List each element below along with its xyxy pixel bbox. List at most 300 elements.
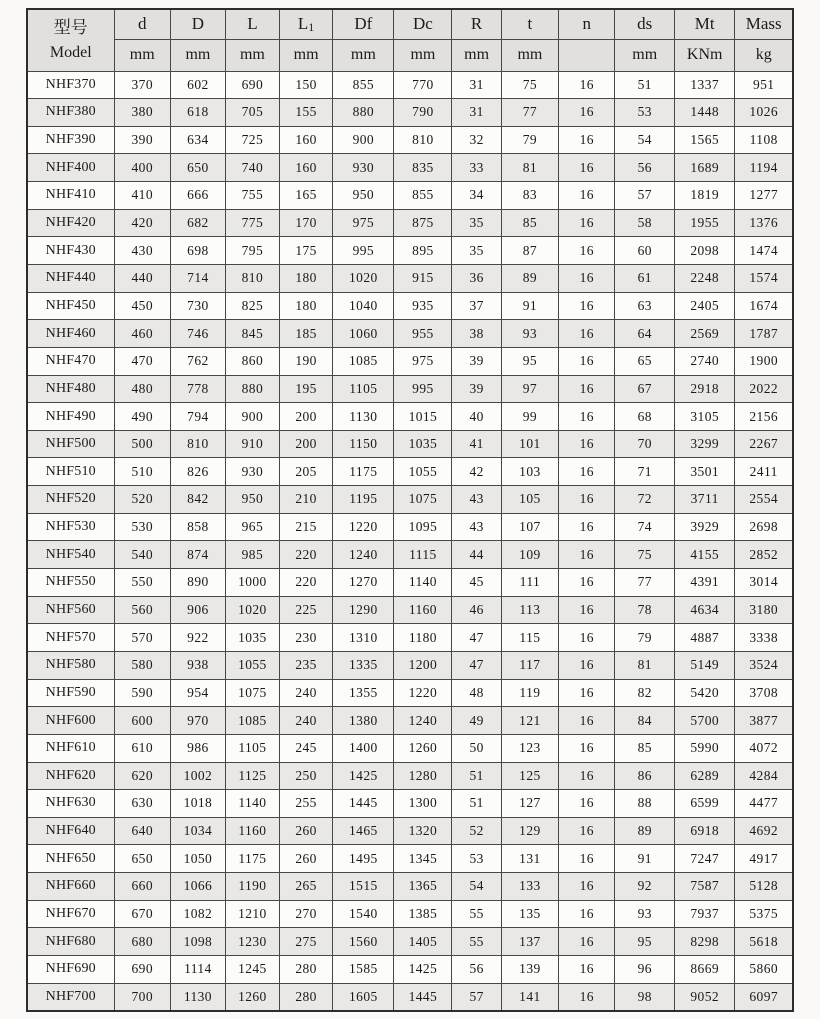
value-cell-Mass: 1026 bbox=[735, 99, 793, 127]
model-cell: NHF650 bbox=[27, 845, 114, 873]
value-cell-n: 16 bbox=[559, 707, 615, 735]
value-cell-L: 1230 bbox=[225, 928, 279, 956]
value-cell-Df: 1060 bbox=[333, 320, 394, 348]
value-cell-n: 16 bbox=[559, 237, 615, 265]
value-cell-d: 680 bbox=[114, 928, 170, 956]
value-cell-R: 38 bbox=[452, 320, 501, 348]
value-cell-Df: 900 bbox=[333, 126, 394, 154]
value-cell-t: 129 bbox=[501, 817, 558, 845]
value-cell-L1: 180 bbox=[279, 264, 332, 292]
value-cell-Mass: 1376 bbox=[735, 209, 793, 237]
value-cell-Df: 1425 bbox=[333, 762, 394, 790]
value-cell-d: 650 bbox=[114, 845, 170, 873]
value-cell-L: 1020 bbox=[225, 596, 279, 624]
value-cell-D: 874 bbox=[170, 541, 225, 569]
value-cell-R: 56 bbox=[452, 956, 501, 984]
value-cell-ds: 71 bbox=[615, 458, 675, 486]
value-cell-L: 810 bbox=[225, 264, 279, 292]
value-cell-n: 16 bbox=[559, 817, 615, 845]
table-row bbox=[27, 264, 793, 292]
value-cell-n: 16 bbox=[559, 264, 615, 292]
value-cell-n: 16 bbox=[559, 513, 615, 541]
value-cell-d: 620 bbox=[114, 762, 170, 790]
value-cell-Mt: 1955 bbox=[675, 209, 735, 237]
value-cell-L: 775 bbox=[225, 209, 279, 237]
value-cell-L: 950 bbox=[225, 486, 279, 514]
model-cell: NHF630 bbox=[27, 790, 114, 818]
value-cell-t: 131 bbox=[501, 845, 558, 873]
value-cell-t: 135 bbox=[501, 900, 558, 928]
value-cell-Df: 1195 bbox=[333, 486, 394, 514]
header-col-n: n bbox=[559, 9, 615, 39]
value-cell-L1: 160 bbox=[279, 154, 332, 182]
value-cell-Df: 1380 bbox=[333, 707, 394, 735]
value-cell-Dc: 1015 bbox=[394, 403, 452, 431]
value-cell-D: 970 bbox=[170, 707, 225, 735]
value-cell-Df: 930 bbox=[333, 154, 394, 182]
value-cell-Mt: 1565 bbox=[675, 126, 735, 154]
value-cell-Dc: 1075 bbox=[394, 486, 452, 514]
value-cell-L: 725 bbox=[225, 126, 279, 154]
value-cell-Df: 1605 bbox=[333, 983, 394, 1011]
value-cell-ds: 77 bbox=[615, 569, 675, 597]
value-cell-ds: 58 bbox=[615, 209, 675, 237]
value-cell-Mass: 3877 bbox=[735, 707, 793, 735]
value-cell-d: 410 bbox=[114, 182, 170, 210]
value-cell-Mt: 3711 bbox=[675, 486, 735, 514]
value-cell-d: 530 bbox=[114, 513, 170, 541]
value-cell-Mt: 4155 bbox=[675, 541, 735, 569]
value-cell-Df: 995 bbox=[333, 237, 394, 265]
value-cell-R: 41 bbox=[452, 430, 501, 458]
value-cell-d: 440 bbox=[114, 264, 170, 292]
value-cell-Mt: 5700 bbox=[675, 707, 735, 735]
value-cell-Dc: 1180 bbox=[394, 624, 452, 652]
value-cell-Mt: 2405 bbox=[675, 292, 735, 320]
value-cell-d: 540 bbox=[114, 541, 170, 569]
value-cell-Df: 1560 bbox=[333, 928, 394, 956]
header-unit-ds: mm bbox=[615, 39, 675, 71]
value-cell-ds: 98 bbox=[615, 983, 675, 1011]
value-cell-Dc: 770 bbox=[394, 71, 452, 99]
value-cell-t: 127 bbox=[501, 790, 558, 818]
value-cell-ds: 57 bbox=[615, 182, 675, 210]
table-row bbox=[27, 182, 793, 210]
value-cell-D: 730 bbox=[170, 292, 225, 320]
value-cell-D: 906 bbox=[170, 596, 225, 624]
value-cell-n: 16 bbox=[559, 679, 615, 707]
value-cell-t: 113 bbox=[501, 596, 558, 624]
value-cell-d: 510 bbox=[114, 458, 170, 486]
model-cell: NHF550 bbox=[27, 569, 114, 597]
value-cell-D: 1130 bbox=[170, 983, 225, 1011]
value-cell-R: 32 bbox=[452, 126, 501, 154]
value-cell-n: 16 bbox=[559, 126, 615, 154]
value-cell-Dc: 1365 bbox=[394, 873, 452, 901]
value-cell-ds: 65 bbox=[615, 347, 675, 375]
table-body bbox=[27, 71, 793, 1011]
value-cell-ds: 56 bbox=[615, 154, 675, 182]
table-row bbox=[27, 486, 793, 514]
table-row bbox=[27, 734, 793, 762]
value-cell-Mass: 6097 bbox=[735, 983, 793, 1011]
header-col-Mt: Mt bbox=[675, 9, 735, 39]
value-cell-Df: 1130 bbox=[333, 403, 394, 431]
value-cell-R: 46 bbox=[452, 596, 501, 624]
value-cell-Mt: 2740 bbox=[675, 347, 735, 375]
value-cell-L1: 280 bbox=[279, 956, 332, 984]
value-cell-D: 634 bbox=[170, 126, 225, 154]
value-cell-n: 16 bbox=[559, 403, 615, 431]
value-cell-n: 16 bbox=[559, 790, 615, 818]
header-col-Mass: Mass bbox=[735, 9, 793, 39]
value-cell-R: 51 bbox=[452, 762, 501, 790]
value-cell-t: 121 bbox=[501, 707, 558, 735]
value-cell-Mass: 951 bbox=[735, 71, 793, 99]
value-cell-L: 1035 bbox=[225, 624, 279, 652]
value-cell-L1: 255 bbox=[279, 790, 332, 818]
model-cell: NHF440 bbox=[27, 264, 114, 292]
value-cell-t: 107 bbox=[501, 513, 558, 541]
value-cell-Mt: 3501 bbox=[675, 458, 735, 486]
model-cell: NHF410 bbox=[27, 182, 114, 210]
value-cell-L: 845 bbox=[225, 320, 279, 348]
value-cell-t: 99 bbox=[501, 403, 558, 431]
value-cell-Mt: 1337 bbox=[675, 71, 735, 99]
table-row bbox=[27, 569, 793, 597]
value-cell-d: 700 bbox=[114, 983, 170, 1011]
value-cell-Df: 1105 bbox=[333, 375, 394, 403]
table-row bbox=[27, 651, 793, 679]
value-cell-D: 746 bbox=[170, 320, 225, 348]
header-col-Dc: Dc bbox=[394, 9, 452, 39]
value-cell-L1: 180 bbox=[279, 292, 332, 320]
value-cell-n: 16 bbox=[559, 99, 615, 127]
value-cell-Mass: 3338 bbox=[735, 624, 793, 652]
value-cell-ds: 60 bbox=[615, 237, 675, 265]
value-cell-Df: 1310 bbox=[333, 624, 394, 652]
value-cell-L1: 260 bbox=[279, 845, 332, 873]
header-model bbox=[27, 9, 114, 71]
value-cell-D: 842 bbox=[170, 486, 225, 514]
value-cell-n: 16 bbox=[559, 486, 615, 514]
value-cell-L: 1085 bbox=[225, 707, 279, 735]
value-cell-L1: 230 bbox=[279, 624, 332, 652]
value-cell-n: 16 bbox=[559, 182, 615, 210]
value-cell-Dc: 855 bbox=[394, 182, 452, 210]
value-cell-Dc: 935 bbox=[394, 292, 452, 320]
value-cell-R: 42 bbox=[452, 458, 501, 486]
value-cell-L: 740 bbox=[225, 154, 279, 182]
value-cell-Mt: 6918 bbox=[675, 817, 735, 845]
model-cell: NHF530 bbox=[27, 513, 114, 541]
table-row bbox=[27, 403, 793, 431]
value-cell-L1: 225 bbox=[279, 596, 332, 624]
value-cell-d: 610 bbox=[114, 734, 170, 762]
model-cell: NHF700 bbox=[27, 983, 114, 1011]
header-unit-L: mm bbox=[225, 39, 279, 71]
value-cell-t: 123 bbox=[501, 734, 558, 762]
value-cell-t: 117 bbox=[501, 651, 558, 679]
value-cell-Mt: 7937 bbox=[675, 900, 735, 928]
value-cell-L1: 200 bbox=[279, 403, 332, 431]
header-unit-t: mm bbox=[501, 39, 558, 71]
value-cell-D: 778 bbox=[170, 375, 225, 403]
value-cell-Mt: 5420 bbox=[675, 679, 735, 707]
value-cell-n: 16 bbox=[559, 762, 615, 790]
value-cell-L: 880 bbox=[225, 375, 279, 403]
table-row bbox=[27, 762, 793, 790]
value-cell-R: 57 bbox=[452, 983, 501, 1011]
value-cell-n: 16 bbox=[559, 154, 615, 182]
value-cell-ds: 78 bbox=[615, 596, 675, 624]
header-unit-Mass: kg bbox=[735, 39, 793, 71]
value-cell-d: 380 bbox=[114, 99, 170, 127]
value-cell-d: 630 bbox=[114, 790, 170, 818]
value-cell-n: 16 bbox=[559, 651, 615, 679]
value-cell-R: 48 bbox=[452, 679, 501, 707]
table-row bbox=[27, 375, 793, 403]
value-cell-D: 666 bbox=[170, 182, 225, 210]
value-cell-Dc: 1445 bbox=[394, 983, 452, 1011]
value-cell-Mass: 1474 bbox=[735, 237, 793, 265]
table-row bbox=[27, 458, 793, 486]
value-cell-R: 35 bbox=[452, 209, 501, 237]
value-cell-n: 16 bbox=[559, 292, 615, 320]
value-cell-Df: 1355 bbox=[333, 679, 394, 707]
value-cell-L: 1000 bbox=[225, 569, 279, 597]
header-name-row bbox=[27, 9, 793, 39]
table-row bbox=[27, 292, 793, 320]
model-cell: NHF450 bbox=[27, 292, 114, 320]
table-row bbox=[27, 845, 793, 873]
value-cell-Mt: 3105 bbox=[675, 403, 735, 431]
value-cell-Dc: 1115 bbox=[394, 541, 452, 569]
value-cell-Dc: 790 bbox=[394, 99, 452, 127]
value-cell-D: 1018 bbox=[170, 790, 225, 818]
value-cell-d: 580 bbox=[114, 651, 170, 679]
value-cell-ds: 72 bbox=[615, 486, 675, 514]
value-cell-n: 16 bbox=[559, 458, 615, 486]
model-cell: NHF500 bbox=[27, 430, 114, 458]
value-cell-L: 930 bbox=[225, 458, 279, 486]
model-cell: NHF590 bbox=[27, 679, 114, 707]
value-cell-D: 1002 bbox=[170, 762, 225, 790]
value-cell-Mass: 1900 bbox=[735, 347, 793, 375]
value-cell-ds: 74 bbox=[615, 513, 675, 541]
value-cell-n: 16 bbox=[559, 71, 615, 99]
value-cell-Mass: 3708 bbox=[735, 679, 793, 707]
value-cell-R: 52 bbox=[452, 817, 501, 845]
value-cell-D: 618 bbox=[170, 99, 225, 127]
value-cell-ds: 93 bbox=[615, 900, 675, 928]
table-row bbox=[27, 320, 793, 348]
model-cell: NHF640 bbox=[27, 817, 114, 845]
value-cell-Mt: 1819 bbox=[675, 182, 735, 210]
value-cell-t: 91 bbox=[501, 292, 558, 320]
value-cell-ds: 51 bbox=[615, 71, 675, 99]
table-row bbox=[27, 237, 793, 265]
value-cell-Dc: 1055 bbox=[394, 458, 452, 486]
value-cell-Df: 1150 bbox=[333, 430, 394, 458]
value-cell-d: 690 bbox=[114, 956, 170, 984]
value-cell-D: 1050 bbox=[170, 845, 225, 873]
value-cell-Mt: 2918 bbox=[675, 375, 735, 403]
value-cell-Mass: 1277 bbox=[735, 182, 793, 210]
value-cell-t: 101 bbox=[501, 430, 558, 458]
value-cell-Dc: 1320 bbox=[394, 817, 452, 845]
value-cell-n: 16 bbox=[559, 569, 615, 597]
value-cell-R: 43 bbox=[452, 513, 501, 541]
value-cell-Dc: 1425 bbox=[394, 956, 452, 984]
value-cell-R: 31 bbox=[452, 71, 501, 99]
value-cell-n: 16 bbox=[559, 320, 615, 348]
value-cell-L: 860 bbox=[225, 347, 279, 375]
value-cell-Dc: 1240 bbox=[394, 707, 452, 735]
value-cell-Mass: 1574 bbox=[735, 264, 793, 292]
value-cell-n: 16 bbox=[559, 928, 615, 956]
value-cell-ds: 81 bbox=[615, 651, 675, 679]
value-cell-L: 985 bbox=[225, 541, 279, 569]
value-cell-D: 858 bbox=[170, 513, 225, 541]
value-cell-t: 75 bbox=[501, 71, 558, 99]
header-unit-Mt: KNm bbox=[675, 39, 735, 71]
value-cell-R: 31 bbox=[452, 99, 501, 127]
value-cell-t: 83 bbox=[501, 182, 558, 210]
value-cell-Dc: 835 bbox=[394, 154, 452, 182]
value-cell-L: 1055 bbox=[225, 651, 279, 679]
value-cell-ds: 85 bbox=[615, 734, 675, 762]
value-cell-D: 698 bbox=[170, 237, 225, 265]
value-cell-d: 640 bbox=[114, 817, 170, 845]
value-cell-D: 810 bbox=[170, 430, 225, 458]
value-cell-Df: 1585 bbox=[333, 956, 394, 984]
value-cell-L: 1125 bbox=[225, 762, 279, 790]
value-cell-ds: 82 bbox=[615, 679, 675, 707]
value-cell-Mass: 2156 bbox=[735, 403, 793, 431]
value-cell-t: 77 bbox=[501, 99, 558, 127]
table-row bbox=[27, 513, 793, 541]
value-cell-Mass: 4072 bbox=[735, 734, 793, 762]
model-cell: NHF370 bbox=[27, 71, 114, 99]
value-cell-Mass: 2022 bbox=[735, 375, 793, 403]
value-cell-Mt: 4634 bbox=[675, 596, 735, 624]
value-cell-t: 95 bbox=[501, 347, 558, 375]
value-cell-R: 51 bbox=[452, 790, 501, 818]
value-cell-Mass: 3014 bbox=[735, 569, 793, 597]
value-cell-Dc: 1260 bbox=[394, 734, 452, 762]
model-cell: NHF660 bbox=[27, 873, 114, 901]
value-cell-L1: 150 bbox=[279, 71, 332, 99]
value-cell-Mass: 1674 bbox=[735, 292, 793, 320]
model-cell: NHF520 bbox=[27, 486, 114, 514]
value-cell-n: 16 bbox=[559, 873, 615, 901]
table-row bbox=[27, 430, 793, 458]
value-cell-L: 705 bbox=[225, 99, 279, 127]
value-cell-Mass: 2554 bbox=[735, 486, 793, 514]
value-cell-Mt: 1448 bbox=[675, 99, 735, 127]
value-cell-Dc: 955 bbox=[394, 320, 452, 348]
value-cell-L: 1140 bbox=[225, 790, 279, 818]
value-cell-d: 550 bbox=[114, 569, 170, 597]
value-cell-L1: 155 bbox=[279, 99, 332, 127]
value-cell-ds: 67 bbox=[615, 375, 675, 403]
value-cell-D: 986 bbox=[170, 734, 225, 762]
header-col-L1: L1 bbox=[279, 9, 332, 39]
value-cell-Mt: 2569 bbox=[675, 320, 735, 348]
value-cell-R: 36 bbox=[452, 264, 501, 292]
value-cell-Mass: 1108 bbox=[735, 126, 793, 154]
model-cell: NHF560 bbox=[27, 596, 114, 624]
header-unit-L1: mm bbox=[279, 39, 332, 71]
value-cell-ds: 84 bbox=[615, 707, 675, 735]
value-cell-R: 44 bbox=[452, 541, 501, 569]
value-cell-Dc: 875 bbox=[394, 209, 452, 237]
value-cell-R: 53 bbox=[452, 845, 501, 873]
header-unit-Dc: mm bbox=[394, 39, 452, 71]
value-cell-d: 590 bbox=[114, 679, 170, 707]
value-cell-t: 103 bbox=[501, 458, 558, 486]
header-col-R: R bbox=[452, 9, 501, 39]
value-cell-D: 602 bbox=[170, 71, 225, 99]
value-cell-ds: 89 bbox=[615, 817, 675, 845]
value-cell-d: 600 bbox=[114, 707, 170, 735]
value-cell-L1: 270 bbox=[279, 900, 332, 928]
value-cell-Mass: 5618 bbox=[735, 928, 793, 956]
value-cell-ds: 79 bbox=[615, 624, 675, 652]
value-cell-L: 1245 bbox=[225, 956, 279, 984]
value-cell-Df: 1085 bbox=[333, 347, 394, 375]
value-cell-Df: 1495 bbox=[333, 845, 394, 873]
value-cell-t: 85 bbox=[501, 209, 558, 237]
value-cell-R: 34 bbox=[452, 182, 501, 210]
model-cell: NHF570 bbox=[27, 624, 114, 652]
value-cell-Mt: 4391 bbox=[675, 569, 735, 597]
value-cell-R: 33 bbox=[452, 154, 501, 182]
value-cell-n: 16 bbox=[559, 596, 615, 624]
value-cell-D: 682 bbox=[170, 209, 225, 237]
value-cell-Mt: 7587 bbox=[675, 873, 735, 901]
value-cell-Mass: 2267 bbox=[735, 430, 793, 458]
value-cell-Df: 1465 bbox=[333, 817, 394, 845]
value-cell-L: 1175 bbox=[225, 845, 279, 873]
value-cell-d: 470 bbox=[114, 347, 170, 375]
model-cell: NHF470 bbox=[27, 347, 114, 375]
value-cell-n: 16 bbox=[559, 430, 615, 458]
value-cell-Dc: 1300 bbox=[394, 790, 452, 818]
value-cell-Dc: 1405 bbox=[394, 928, 452, 956]
value-cell-Dc: 1345 bbox=[394, 845, 452, 873]
value-cell-n: 16 bbox=[559, 983, 615, 1011]
value-cell-L: 900 bbox=[225, 403, 279, 431]
value-cell-t: 89 bbox=[501, 264, 558, 292]
value-cell-Df: 1270 bbox=[333, 569, 394, 597]
table-row bbox=[27, 928, 793, 956]
value-cell-Mass: 3180 bbox=[735, 596, 793, 624]
value-cell-D: 762 bbox=[170, 347, 225, 375]
value-cell-t: 141 bbox=[501, 983, 558, 1011]
table-row bbox=[27, 900, 793, 928]
table-row bbox=[27, 817, 793, 845]
table-row bbox=[27, 790, 793, 818]
model-cell: NHF620 bbox=[27, 762, 114, 790]
value-cell-Df: 1240 bbox=[333, 541, 394, 569]
header-col-d: d bbox=[114, 9, 170, 39]
value-cell-d: 460 bbox=[114, 320, 170, 348]
value-cell-Mass: 4692 bbox=[735, 817, 793, 845]
value-cell-L1: 185 bbox=[279, 320, 332, 348]
value-cell-Mt: 3929 bbox=[675, 513, 735, 541]
